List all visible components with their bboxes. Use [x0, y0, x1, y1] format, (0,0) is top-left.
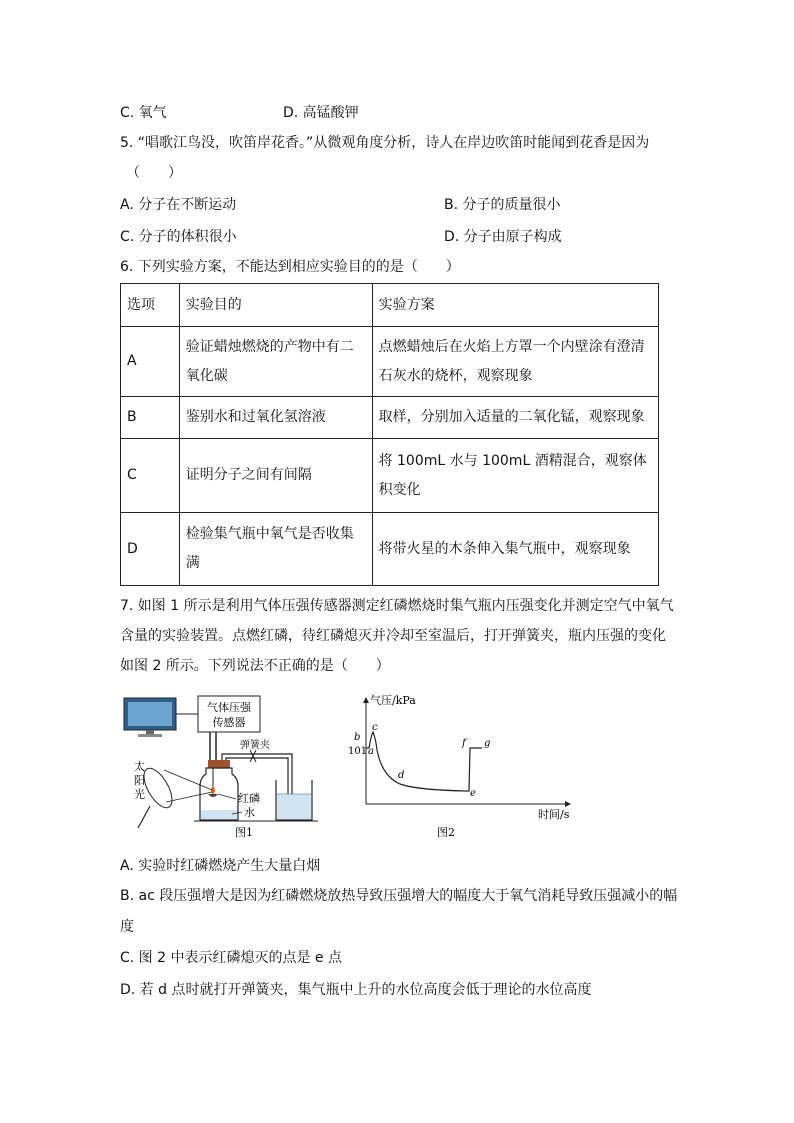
table-cell: C: [121, 439, 180, 513]
figure-1-caption: 图1: [235, 826, 253, 839]
table-header-row: [121, 284, 659, 327]
q4-option-d: D. 高锰酸钾: [283, 105, 359, 121]
sun-label-3: 光: [134, 788, 145, 801]
point-c-label: c: [372, 722, 378, 733]
header-cell: 实验方案: [372, 284, 658, 327]
table-cell: 将 100mL 水与 100mL 酒精混合，观察体积变化: [372, 439, 658, 513]
header-cell: 选项: [121, 284, 180, 327]
y-axis-label: 气压/kPa: [370, 694, 416, 707]
table-row: [121, 513, 659, 586]
q7-stem-line2: 含量的实验装置。点燃红磷，待红磷熄灭并冷却至室温后，打开弹簧夹，瓶内压强的变化: [120, 628, 666, 644]
clamp-label: 弹簧夹: [240, 740, 270, 751]
table-cell: 鉴别水和过氧化氢溶液: [179, 397, 372, 439]
tick-101: 101: [348, 746, 368, 757]
q5-option-b: B. 分子的质量很小: [444, 197, 561, 213]
q6-stem: 6. 下列实验方案，不能达到相应实验目的的是（ ）: [120, 259, 460, 275]
table-cell: 证明分子之间有间隔: [179, 439, 372, 513]
phosphorus-label: 红磷: [238, 792, 260, 805]
table-cell: B: [121, 397, 180, 439]
q7-option-d: D. 若 d 点时就打开弹簧夹，集气瓶中上升的水位高度会低于理论的水位高度: [120, 982, 592, 998]
spring-clamp-icon: [250, 750, 256, 762]
figure-1-apparatus: [122, 690, 332, 842]
figure-2-pressure-graph: [342, 690, 582, 842]
q5-option-d: D. 分子由原子构成: [444, 229, 562, 245]
point-f-label: f: [462, 738, 466, 749]
q5-option-a: A. 分子在不断运动: [120, 197, 237, 213]
sensor-label-1: 气体压强: [207, 701, 251, 714]
q7-stem-line3: 如图 2 所示。下列说法不正确的是（ ）: [120, 658, 390, 674]
point-d-label: d: [398, 770, 405, 781]
point-g-label: g: [484, 738, 491, 749]
point-a-label: a: [368, 746, 374, 757]
q4-option-c: C. 氧气: [120, 105, 167, 121]
table-cell: D: [121, 513, 180, 586]
q5-paren: （ ）: [126, 165, 182, 181]
q7-option-c: C. 图 2 中表示红磷熄灭的点是 e 点: [120, 950, 342, 966]
table-cell: 验证蜡烛燃烧的产物中有二氧化碳: [179, 327, 372, 397]
table-row: [121, 327, 659, 397]
q7-option-a: A. 实验时红磷燃烧产生大量白烟: [120, 858, 321, 874]
sun-label-2: 阳: [134, 774, 145, 787]
sensor-label-2: 传感器: [212, 716, 246, 729]
q5-stem: 5. “唱歌江鸟没，吹笛岸花香。”从微观角度分析，诗人在岸边吹笛时能闻到花香是因为: [120, 135, 650, 151]
table-cell: 取样，分别加入适量的二氧化锰，观察现象: [372, 397, 658, 439]
table-cell: A: [121, 327, 180, 397]
q6-table: [120, 283, 659, 586]
q5-option-c: C. 分子的体积很小: [120, 229, 237, 245]
figure-2-caption: 图2: [437, 826, 455, 839]
point-b-label: b: [354, 732, 361, 743]
monitor-icon: [124, 698, 176, 737]
table-row: [121, 397, 659, 439]
x-axis-label: 时间/s: [538, 808, 570, 821]
table-cell: 将带火星的木条伸入集气瓶中，观察现象: [372, 513, 658, 586]
water-label: 水: [244, 806, 255, 819]
q7-stem-line1: 7. 如图 1 所示是利用气体压强传感器测定红磷燃烧时集气瓶内压强变化并测定空气中氧气: [120, 598, 674, 614]
table-cell: 点燃蜡烛后在火焰上方罩一个内壁涂有澄清石灰水的烧杯，观察现象: [372, 327, 658, 397]
table-cell: 检验集气瓶中氧气是否收集满: [179, 513, 372, 586]
q7-option-b-line2: 度: [120, 919, 134, 935]
point-e-label: e: [470, 788, 476, 799]
table-row: [121, 439, 659, 513]
sun-label-1: 太: [134, 760, 145, 773]
q7-option-b-line1: B. ac 段压强增大是因为红磷燃烧放热导致压强增大的幅度大于氧气消耗导致压强减小的幅: [120, 888, 678, 904]
header-cell: 实验目的: [179, 284, 372, 327]
